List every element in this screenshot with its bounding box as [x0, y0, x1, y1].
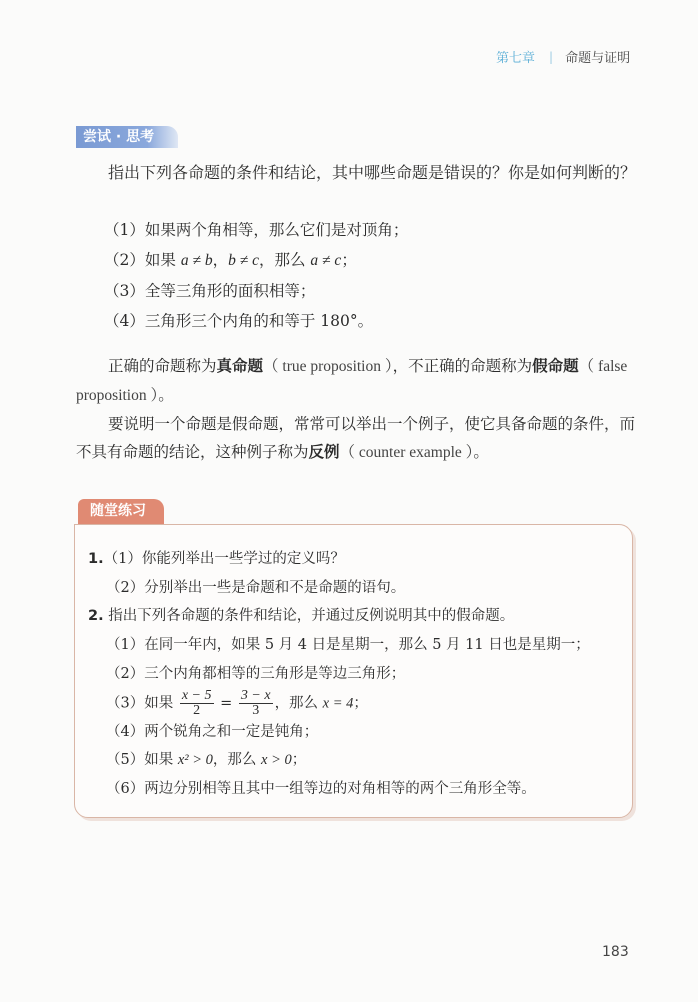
exercise-q2-item: （3）如果 $\frac{x - 5}{2}$ = $\frac{3 - x}{3}$ ，那么 x = 4；	[106, 687, 368, 718]
chapter-label: 第七章	[496, 51, 536, 66]
chapter-title: 命题与证明	[565, 51, 631, 66]
exercise-q2-item: （6）两边分别相等且其中一组等边的对角相等的两个三角形全等。	[106, 781, 536, 798]
term-counterexample: 反例	[308, 443, 340, 461]
exercise-q2-item: （4）两个锐角之和一定是钝角；	[106, 723, 319, 740]
try-think-intro: 指出下列各命题的条件和结论，其中哪些命题是错误的？你是如何判断的？	[108, 163, 637, 182]
definitions	[76, 352, 636, 467]
definition-counterexample: 要说明一个命题是假命题，常常可以举出一个例子，使它具备命题的条件，而不具有命题的结论，这种例子称为反例（ counter example ）。	[76, 415, 636, 461]
exercise-tag: 随堂练习	[78, 499, 164, 524]
running-header	[496, 47, 630, 66]
page-number: 183	[602, 944, 629, 960]
exercise-q2-item: （2）三个内角都相等的三角形是等边三角形；	[106, 665, 406, 682]
fraction: $\frac{3 - x}{3}$	[240, 687, 271, 718]
header-separator: |	[549, 49, 554, 64]
exercise-q2-item: （5）如果 x² > 0，那么 x > 0；	[106, 752, 307, 769]
exercise-q2: 2. 指出下列各命题的条件和结论，并通过反例说明其中的假命题。	[88, 608, 515, 625]
exercise-q1: 1.（1）你能列举出一些学过的定义吗？	[88, 551, 345, 567]
try-think-tag: 尝试 · 思考	[76, 126, 178, 148]
exercise-q2-item: （1）在同一年内，如果 5 月 4 日是星期一，那么 5 月 11 日也是星期一；	[106, 637, 590, 654]
term-true-proposition: 真命题	[216, 357, 264, 375]
list-item: （4）三角形三个内角的和等于 180°。	[104, 312, 374, 330]
exercise-q1-item: （2）分别举出一些是命题和不是命题的语句。	[106, 579, 406, 596]
list-item: （3）全等三角形的面积相等；	[104, 282, 316, 300]
term-false-proposition: 假命题	[532, 357, 579, 375]
list-item: （1）如果两个角相等，那么它们是对顶角；	[104, 221, 409, 239]
list-item: （2）如果 a ≠ b，b ≠ c，那么 a ≠ c；	[104, 251, 357, 269]
try-think-list	[104, 215, 408, 336]
fraction: $\frac{x - 5}{2}$	[181, 687, 212, 718]
definition-true-false: 正确的命题称为真命题（ true proposition ），不正确的命题称为假命题（ false proposition ）。	[76, 357, 628, 404]
exercise-content	[88, 545, 590, 804]
